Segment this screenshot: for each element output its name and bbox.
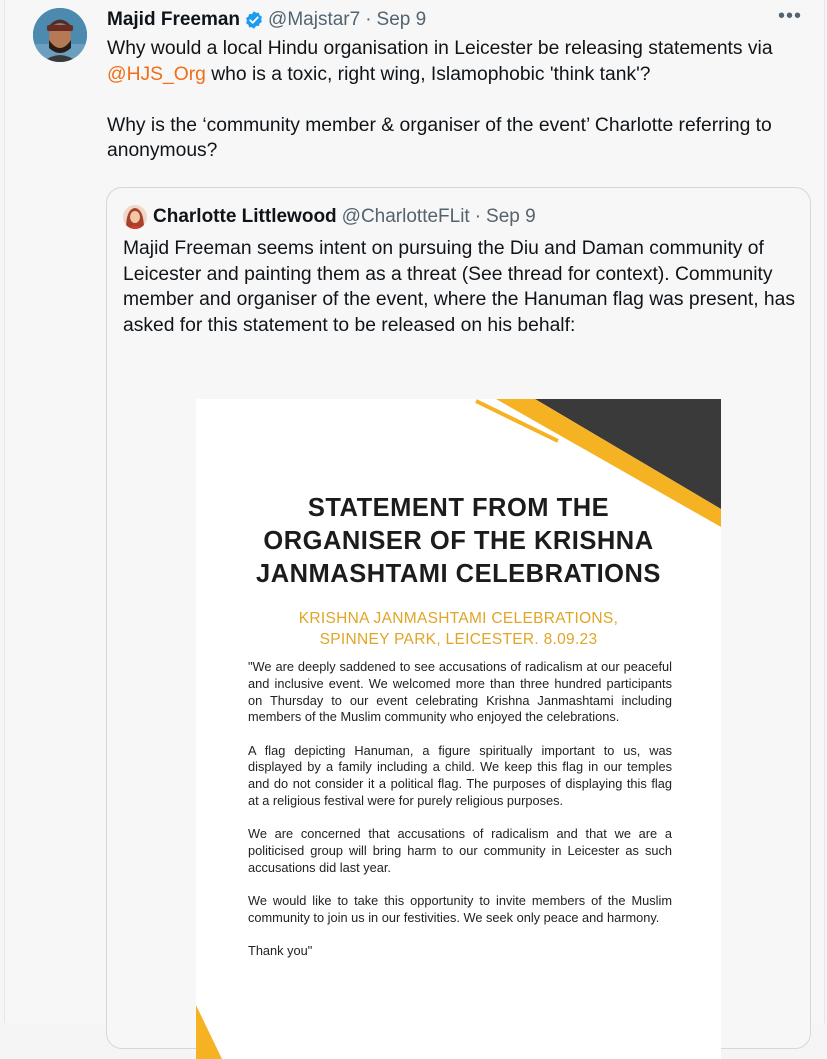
statement-paragraph: "We are deeply saddened to see accusations of radicalism at our peaceful and inclusive event. We welcomed more than three hundred participants on Thursday to our event celebrating Krishna Janmashtami including members of the Muslim community who enjoyed the celebrations. (248, 659, 672, 725)
statement-paragraph: A flag depicting Hanuman, a figure spiritually important to us, was displayed by a family including a child. We keep this flag in our temples and do not consider it a political flag. The purposes of displaying this flag at a religious festival were for purely religious purposes. (248, 742, 672, 809)
author-handle[interactable]: @Majstar7 (268, 9, 361, 30)
verified-badge-icon (244, 10, 264, 30)
tweet-text (107, 36, 812, 164)
statement-title (196, 492, 721, 591)
statement-subtitle (196, 608, 721, 650)
quote-author-avatar[interactable] (123, 205, 147, 229)
separator-dot: · (365, 9, 372, 30)
statement-image[interactable] (196, 399, 721, 1059)
statement-paragraph: We are concerned that accusations of radicalism and that we are a politicised group will bring harm to our community in Leicester as such accusations did last year. (248, 826, 672, 875)
statement-title-line: STATEMENT FROM THE (307, 494, 610, 522)
tweet-text-part1: Why would a local Hindu organisation in Leicester be releasing statements via (107, 38, 773, 59)
statement-title-line: JANMASHTAMI CELEBRATIONS (256, 560, 661, 588)
statement-paragraph: Thank you" (248, 943, 313, 959)
quote-separator-dot: · (474, 206, 482, 227)
quote-author-handle[interactable]: @CharlotteFLit (341, 206, 470, 227)
quote-author-name[interactable]: Charlotte Littlewood (153, 206, 337, 227)
statement-paragraph: We would like to take this opportunity to invite members of the Muslim community to join us in our festivities. We seek only peace and harmony. (248, 893, 672, 926)
mention-link[interactable]: @HJS_Org (107, 63, 206, 85)
author-avatar[interactable] (33, 8, 87, 62)
quote-header (123, 205, 536, 229)
statement-subtitle-line: SPINNEY PARK, LEICESTER. 8.09.23 (319, 631, 598, 648)
author-name[interactable]: Majid Freeman (107, 9, 241, 30)
quoted-tweet[interactable] (106, 187, 811, 1049)
tweet-card (4, 0, 825, 1023)
statement-title-line: ORGANISER OF THE KRISHNA (263, 527, 654, 555)
more-icon[interactable]: ••• (777, 5, 802, 27)
quote-time[interactable]: Sep 9 (486, 206, 536, 227)
tweet-time[interactable]: Sep 9 (376, 9, 427, 30)
quote-text: Majid Freeman seems intent on pursuing the Diu and Daman community of Leicester and painting them as a threat (See thread for context). Community member and organiser of the event, where the Hanuman flag was present, has asked for this statement to be released on his behalf: (123, 238, 796, 336)
statement-body (248, 659, 672, 977)
tweet-text-part2: who is a toxic, right wing, Islamophobic 'think tank'? Why is the ‘community member & organiser of the event’ Charlotte referring to anonymous? (107, 63, 772, 161)
statement-subtitle-line: KRISHNA JANMASHTAMI CELEBRATIONS, (298, 610, 619, 627)
tweet-header (107, 7, 804, 33)
